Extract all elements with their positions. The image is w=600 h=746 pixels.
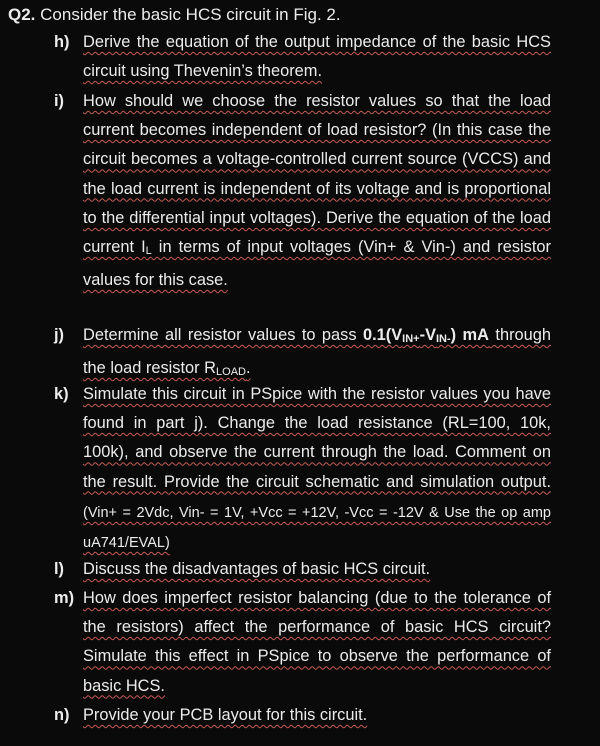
item-text-part: How should we choose the resistor values so that the load current becomes independent of load resistor? (In this case the circuit becomes a voltage-controlled current source (VCCS) and the load current is independent of its voltage and is proportional to the differential input voltages). Derive the equation of the load current I xyxy=(83,92,551,257)
item-text-part: Simulate this circuit in PSpice with the resistor values you have found in part j). Change the load resistance (RL=100, 10k, 100k), and observe the current through the load. Comment on the result. Provide the circuit schematic and simulation output. xyxy=(83,385,551,491)
item-text xyxy=(83,380,551,558)
simulation-parameters: (Vin+ = 2Vdc, Vin- = 1V, +Vcc = +12V, -Vcc = -12V & Use the op amp uA741/EVAL) xyxy=(83,504,551,552)
question-heading xyxy=(8,3,341,27)
item-text xyxy=(83,321,551,387)
question-number: Q2. xyxy=(8,5,36,24)
item-label: m) xyxy=(54,589,75,607)
item-text: How does imperfect resistor balancing (due to the tolerance of the resistors) affect the performance of basic HCS circuit? Simulate this effect in PSpice to observe the performance of basic HCS. xyxy=(83,589,551,695)
item-text-part: Determine all resistor values to pass xyxy=(83,326,363,344)
item-label: l) xyxy=(54,560,65,578)
subscript: LOAD xyxy=(216,366,246,379)
item-text-part: . xyxy=(245,359,251,378)
item-text: Provide your PCB layout for this circuit. xyxy=(83,706,368,724)
question-title: Consider the basic HCS circuit in Fig. 2. xyxy=(40,5,341,24)
item-text-part: in terms of input voltages (Vin+ & Vin-) and resistor values for this case. xyxy=(83,238,552,290)
item-text xyxy=(83,87,551,295)
item-label: j) xyxy=(54,326,65,344)
item-label: i) xyxy=(54,92,65,110)
current-value: $0.1(V_{IN+}-V_{IN-})$ mA xyxy=(362,326,489,345)
item-text-part: through the load resistor R xyxy=(83,326,551,378)
item-label: k) xyxy=(54,385,69,403)
item-label: h) xyxy=(54,33,70,51)
item-label: n) xyxy=(54,706,70,724)
item-text: Derive the equation of the output impedance of the basic HCS circuit using Thevenin’s theorem. xyxy=(83,33,551,81)
item-text: Discuss the disadvantages of basic HCS circuit. xyxy=(83,560,431,578)
subscript: L xyxy=(145,245,152,258)
